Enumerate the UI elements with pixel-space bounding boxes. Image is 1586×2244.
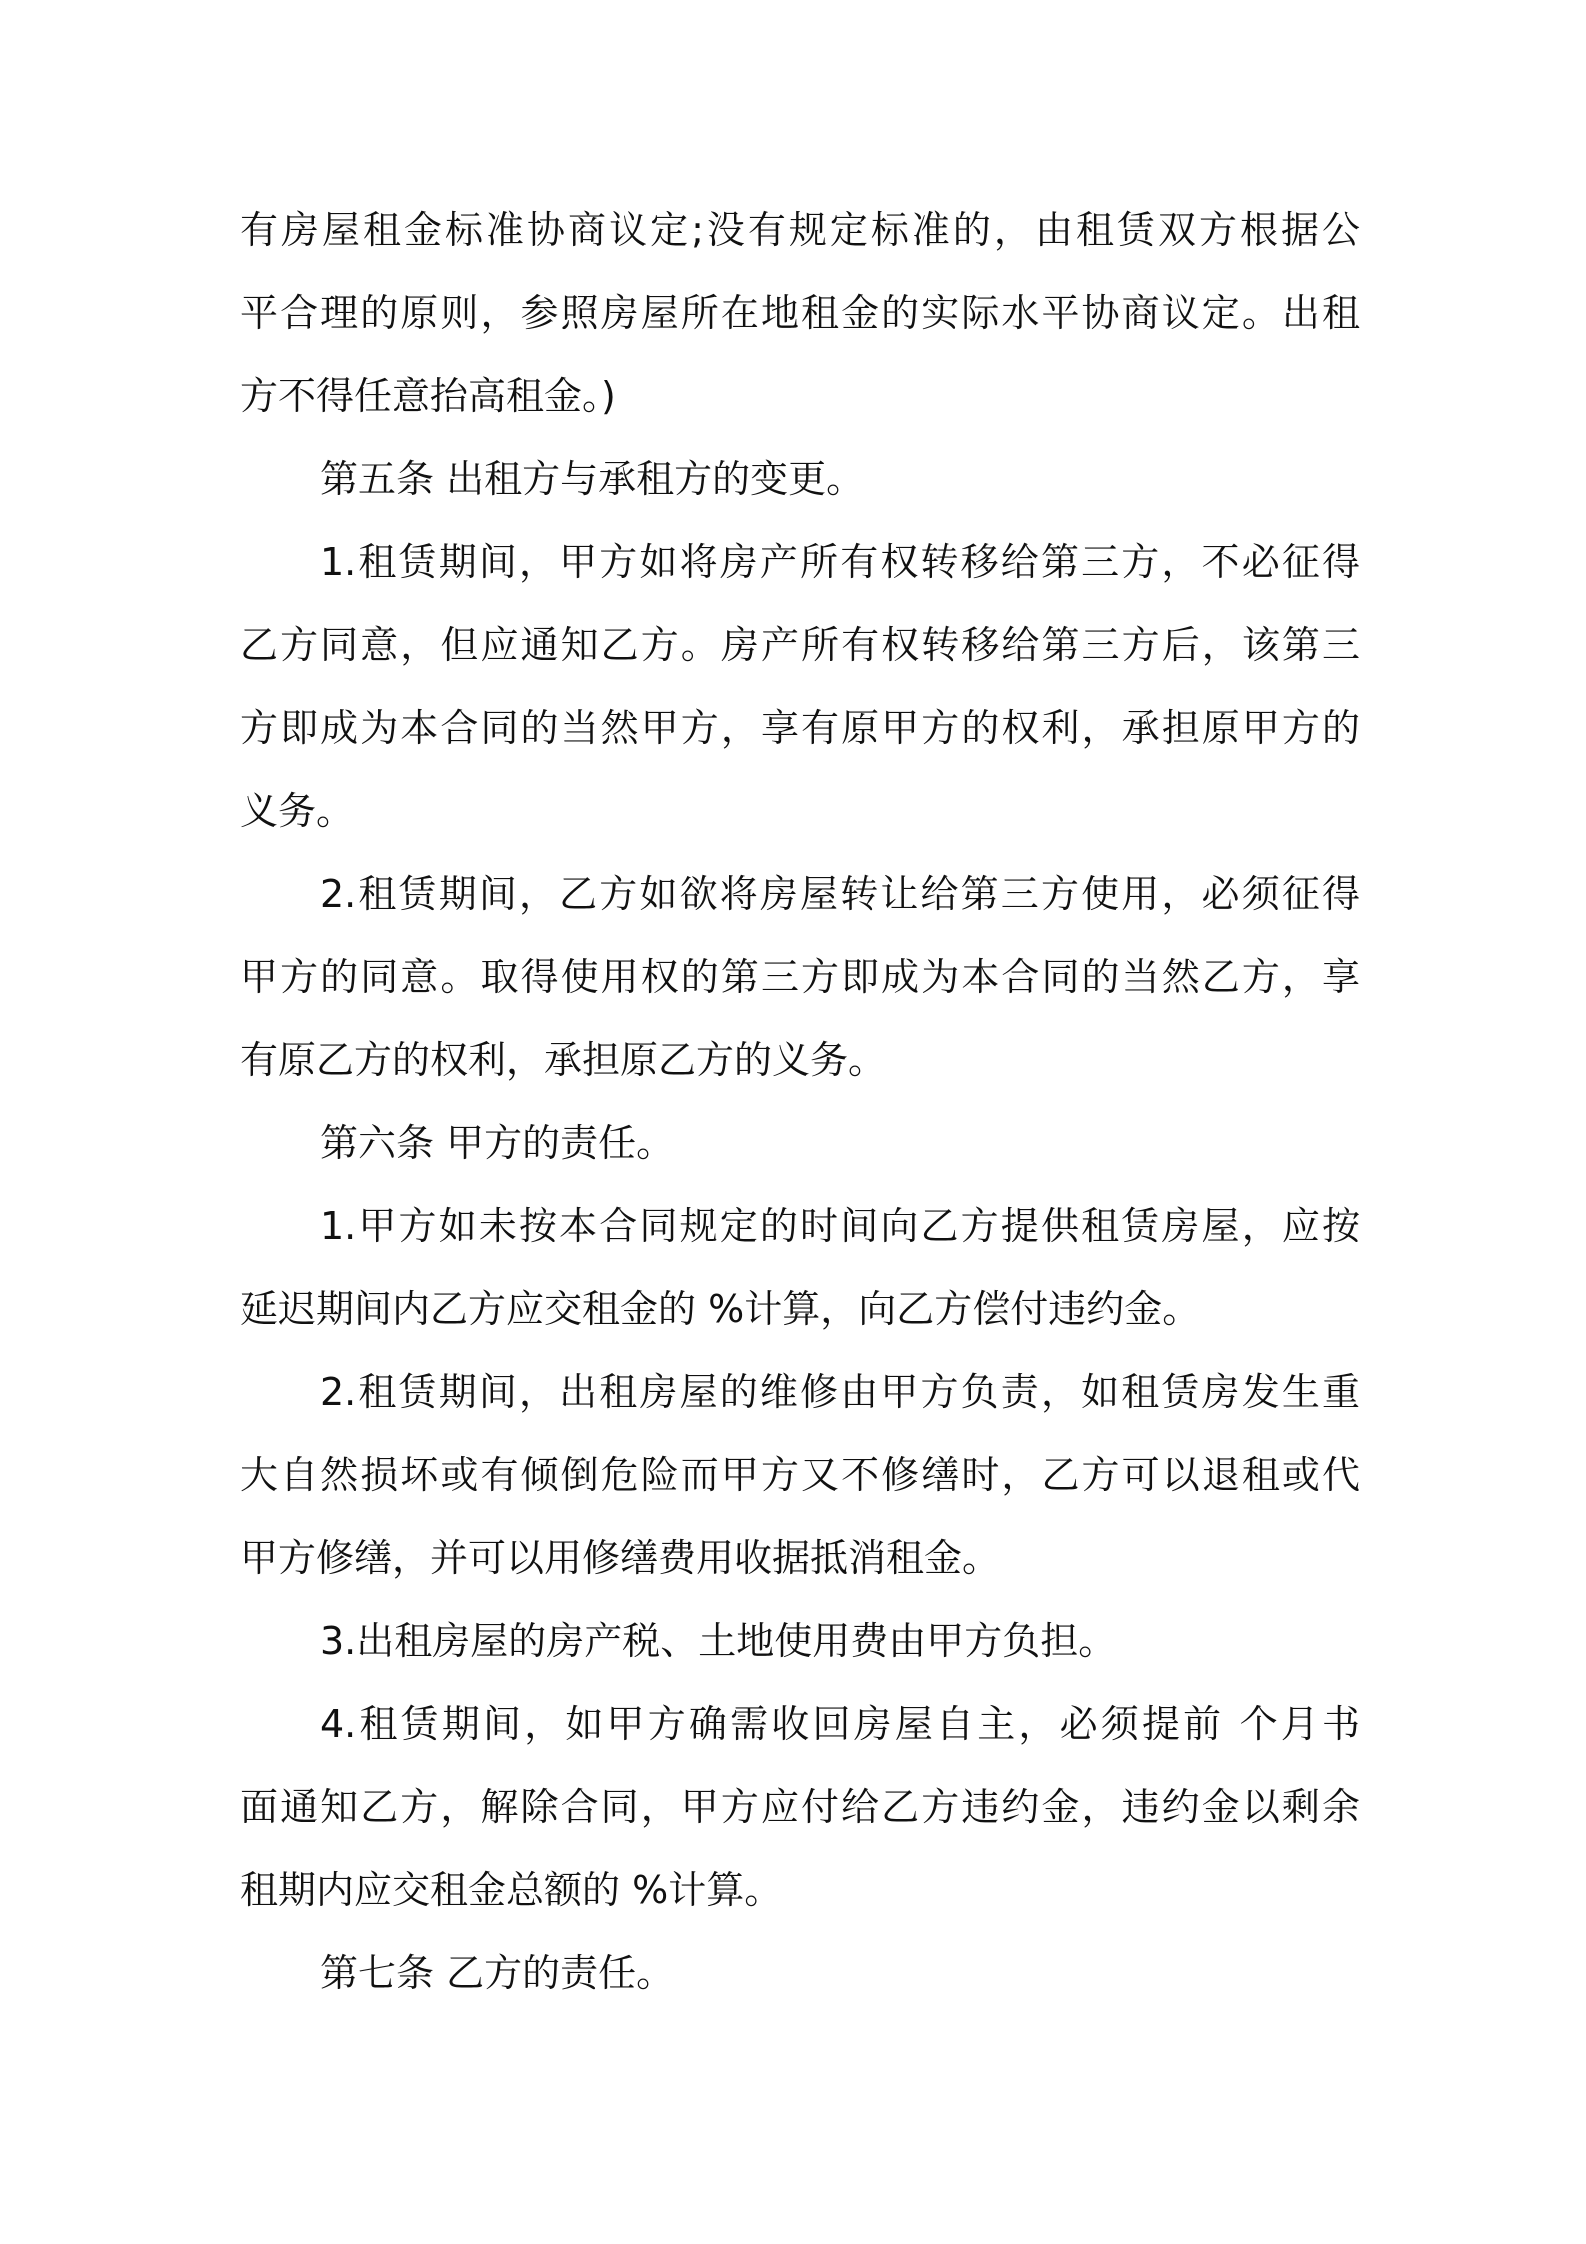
text-line: 4.租赁期间，如甲方确需收回房屋自主，必须提前 个月书 [320,1702,1360,1746]
text-line: 甲方的同意。取得使用权的第三方即成为本合同的当然乙方，享 [240,955,1360,999]
text-line: 1.租赁期间，甲方如将房产所有权转移给第三方，不必征得 [320,540,1360,584]
text-line: 大自然损坏或有倾倒危险而甲方又不修缮时，乙方可以退租或代 [240,1453,1360,1497]
article-heading: 第七条 乙方的责任。 [320,1951,675,1995]
text-line: 方即成为本合同的当然甲方，享有原甲方的权利，承担原甲方的 [240,706,1360,750]
text-line: 租期内应交租金总额的 %计算。 [240,1868,783,1912]
text-line: 义务。 [240,789,355,833]
text-line: 1.甲方如未按本合同规定的时间向乙方提供租赁房屋，应按 [320,1204,1360,1248]
text-line: 平合理的原则，参照房屋所在地租金的实际水平协商议定。出租 [240,291,1360,335]
text-line: 甲方修缮，并可以用修缮费用收据抵消租金。 [240,1536,1001,1580]
text-line: 延迟期间内乙方应交租金的 %计算，向乙方偿付违约金。 [240,1287,1201,1331]
text-line: 2.租赁期间，出租房屋的维修由甲方负责，如租赁房发生重 [320,1370,1360,1414]
text-line: 乙方同意，但应通知乙方。房产所有权转移给第三方后，该第三 [240,623,1360,667]
text-line: 3.出租房屋的房产税、土地使用费由甲方负担。 [320,1619,1117,1663]
text-line: 有房屋租金标准协商议定;没有规定标准的，由租赁双方根据公 [240,208,1360,252]
text-line: 面通知乙方，解除合同，甲方应付给乙方违约金，违约金以剩余 [240,1785,1360,1829]
text-line: 有原乙方的权利，承担原乙方的义务。 [240,1038,887,1082]
text-line: 2.租赁期间，乙方如欲将房屋转让给第三方使用，必须征得 [320,872,1360,916]
text-line: 方不得任意抬高租金。) [240,374,616,418]
article-heading: 第六条 甲方的责任。 [320,1121,675,1165]
article-heading: 第五条 出租方与承租方的变更。 [320,457,865,501]
